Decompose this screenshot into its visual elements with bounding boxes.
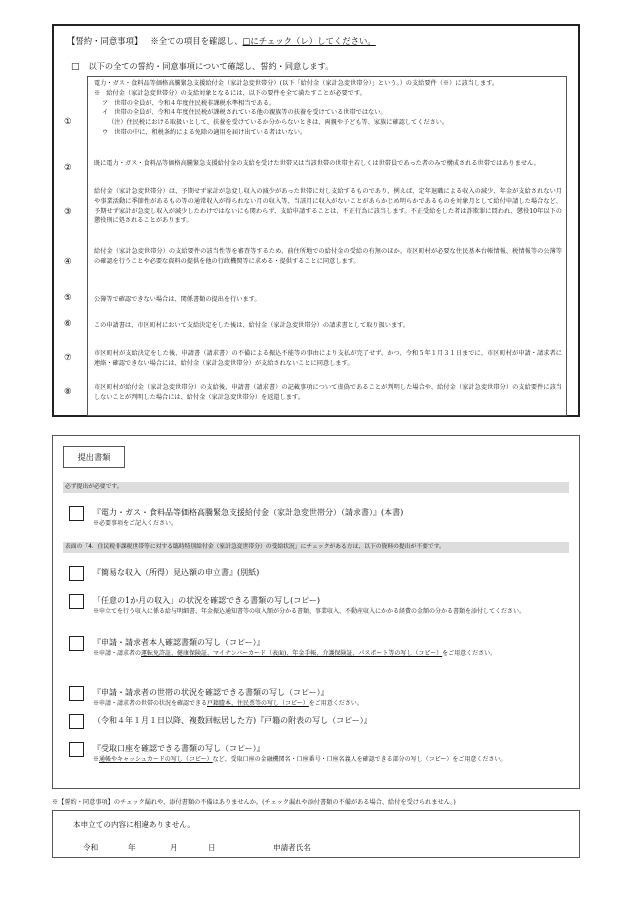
pledge-number: ④ <box>64 257 72 267</box>
document-checkbox[interactable] <box>69 636 84 651</box>
document-note: ※必要事項をご記入ください。 <box>93 520 178 527</box>
pledge-text: 既に電力・ガス・食料品等価格高騰緊急支援給付金の支給を受けた世帯又は当該世帯の世帯主若しくは世帯員であった者のみで構成される世帯ではありません。 <box>94 160 540 167</box>
pledge-text: 市区町村が支給決定をした後、申請書（請求書）の不備による振込不能等の事由により支払が完了せず、かつ、令和５年１月３１日までに、市区町村が申請・請求者に連絡・確認できない場合には、給付金（家計急変世帯分）が支給されないことに同意します。 <box>94 350 562 367</box>
confirmation-section <box>52 810 580 858</box>
document-title: 『受取口座を確認できる書類の写し（コピー）』 <box>93 744 265 753</box>
document-note <box>93 755 569 764</box>
pledge-all-row[interactable] <box>71 61 333 72</box>
pledge-all-label: 以下の全ての誓約・同意事項について確認し、誓約・同意します。 <box>88 61 334 71</box>
pledge-number: ⑥ <box>64 319 72 329</box>
document-note-part: ※申請・請求者の世帯の状況を確認できる <box>93 700 208 707</box>
pledge-text: 給付金（家計急変世帯分）は、予期せず家計が急変し収入の減少があった世帯に対し支給するものであり、例えば、定年退職による収入の減少、年金が支給されない月や事業活動に季節性があるもの等の通常収入が得られない月の収入等、当該月に収入がないことがあらかじめ明らかであるものを対象月として給付申請した場合など、予期せず家計が急変し収入が減少したわけではないにも関わらず、支給申請することは、不正行為に該当します。不正受給をした者は詐欺罪に問われ、懲役10年以下の懲役刑に処されることがあります。 <box>94 188 562 225</box>
document-note-part: ※ <box>93 756 100 763</box>
document-note-part: をご用意ください。 <box>308 700 363 707</box>
era-label: 令和 <box>83 843 99 852</box>
pledge-text: 公簿等で確認できない場合は、関係書類の提出を行います。 <box>94 296 261 303</box>
document-title: 『申請・請求者の世帯の状況を確認できる書類の写し（コピー）』 <box>93 688 329 697</box>
document-checkbox[interactable] <box>69 742 84 757</box>
pledge-text: 電力・ガス・食料品等価格高騰緊急支援給付金（家計急変世帯分）(以下「給付金（家計急変世帯分）」という。）の支給要件（※）に該当します。 <box>94 80 499 87</box>
pledge-section <box>52 24 580 417</box>
month-label: 月 <box>170 843 178 852</box>
pledge-text: 市区町村が給付金（家計急変世帯分）の支給後、申請書（請求書）の記載事項について虚偽であることが判明した場合や、給付金（家計急変世帯分）の支給要件に該当しないことが判明した場合には、給付金（家計急変世帯分）を返還します。 <box>94 384 562 401</box>
documents-section <box>52 435 580 789</box>
pledge-heading: 【誓約・同意事項】 <box>67 36 143 46</box>
conditional-bar: 表面の「4．住民税非課税世帯等に対する臨時特別給付金（家計急変世帯分）の受給状況」にチェックがある方は、以下の資料の提出が不要です。 <box>63 542 569 553</box>
document-note-part: など、受取口座の金融機関名・口座番号・口座名義人を確認できる部分の写し（コピー）をご用意ください。 <box>212 756 507 763</box>
document-title: 『申請・請求者本人確認書類の写し（コピー）』 <box>93 638 265 647</box>
pledge-note-underlined: □にチェック（レ）してください。 <box>242 36 376 46</box>
document-note-underlined: 戸籍謄本、住民票等の写し（コピー） <box>207 700 309 707</box>
document-title: 「任意の1か月の収入」の状況を確認できる書類の写し(コピー) <box>93 596 321 605</box>
required-bar: 必ず提出が必要です。 <box>63 482 569 493</box>
year-label: 年 <box>128 843 136 852</box>
pledge-text: この申請書は、市区町村において支給決定をした後は、給付金（家計急変世帯分）の請求書として取り扱います。 <box>94 322 410 329</box>
document-title: （令和４年１月１日以降、複数回転居した方)『戸籍の附表の写し（コピー）』 <box>93 716 372 725</box>
pledge-number: ② <box>64 163 72 173</box>
document-note-part: ※申請・請求者の <box>93 650 142 657</box>
pledge-text: イ 世帯の全員が、令和４年度住民税が課税されている他の親族等の扶養を受けている世帯ではない。 <box>102 109 387 117</box>
document-note-underlined: 運転免許証、健康保険証、マイナンバーカード（表面)、年金手帳、介護保険証、パスポート等の写し（コピー） <box>141 650 443 657</box>
pledge-text: ウ 世帯の中に、租税条約による免除の適用を届け出ている者はいない。 <box>102 128 307 136</box>
document-note <box>93 649 569 658</box>
pledge-heading-row <box>67 35 376 47</box>
document-checkbox[interactable] <box>69 506 84 521</box>
pledge-all-checkbox[interactable]: □ <box>71 62 80 72</box>
pledge-number: ① <box>64 117 72 127</box>
day-label: 日 <box>208 843 216 852</box>
check-notice: ※【誓約・同意事項】のチェック漏れや、添付書類の不備はありませんか。(チェック漏れや添付書類の不備がある場合、給付を受けられません。) <box>52 799 456 806</box>
pledge-text: 給付金（家計急変世帯分）の支給要件の該当性等を審査等するため、前住所地での給付金の受給の有無のほか、市区町村が必要な住民基本台帳情報、税情報等の公簿等の確認を行うことや必要な資料の提供を他の行政機関等に求める・提供することに同意します。 <box>94 248 562 265</box>
pledge-text: ア 世帯の全員が、令和４年度住民税非課税水準相当である。 <box>102 99 276 107</box>
pledge-note: ※全ての項目を確認し、 <box>150 36 243 46</box>
applicant-name-label: 申請者氏名 <box>273 843 311 852</box>
document-checkbox[interactable] <box>69 594 84 609</box>
document-checkbox[interactable] <box>69 714 84 729</box>
pledge-number: ⑤ <box>64 293 72 303</box>
pledge-number: ⑦ <box>64 353 72 363</box>
pledge-text: （注）住民税における取扱いとして、扶養を受けているか分からないときは、両親や子ども等、家族に確認してください。 <box>108 119 449 127</box>
document-checkbox[interactable] <box>69 566 84 581</box>
pledge-list <box>64 76 567 416</box>
document-checkbox[interactable] <box>69 686 84 701</box>
document-title: 『電力・ガス・食料品等価格高騰緊急支援給付金（家計急変世帯分）（請求書）』(本書) <box>93 508 404 517</box>
document-note: ※申立てを行う収入に係る給与明細書、年金振込通知書等の収入額が分かる書類、事業収入、不動産収入にかかる経費の金額の分かる書類を添付してください。 <box>93 608 526 615</box>
pledge-text: ※ 給付金（家計急変世帯分）の支給対象となるには、以下の要件を全て満たすことが必要です。 <box>94 89 366 97</box>
confirmation-statement: 本申立ての内容に相違ありません。 <box>73 820 195 829</box>
document-title: 『簡易な収入（所得）見込額の申立書』(別紙) <box>93 568 260 577</box>
pledge-number: ③ <box>64 207 72 217</box>
document-note <box>93 699 569 708</box>
document-note-underlined: 通帳やキャッシュカードの写し（コピー） <box>99 756 213 763</box>
document-note-part: をご用意ください。 <box>442 650 497 657</box>
documents-title: 提出書類 <box>63 446 125 468</box>
pledge-number: ⑧ <box>64 387 72 397</box>
